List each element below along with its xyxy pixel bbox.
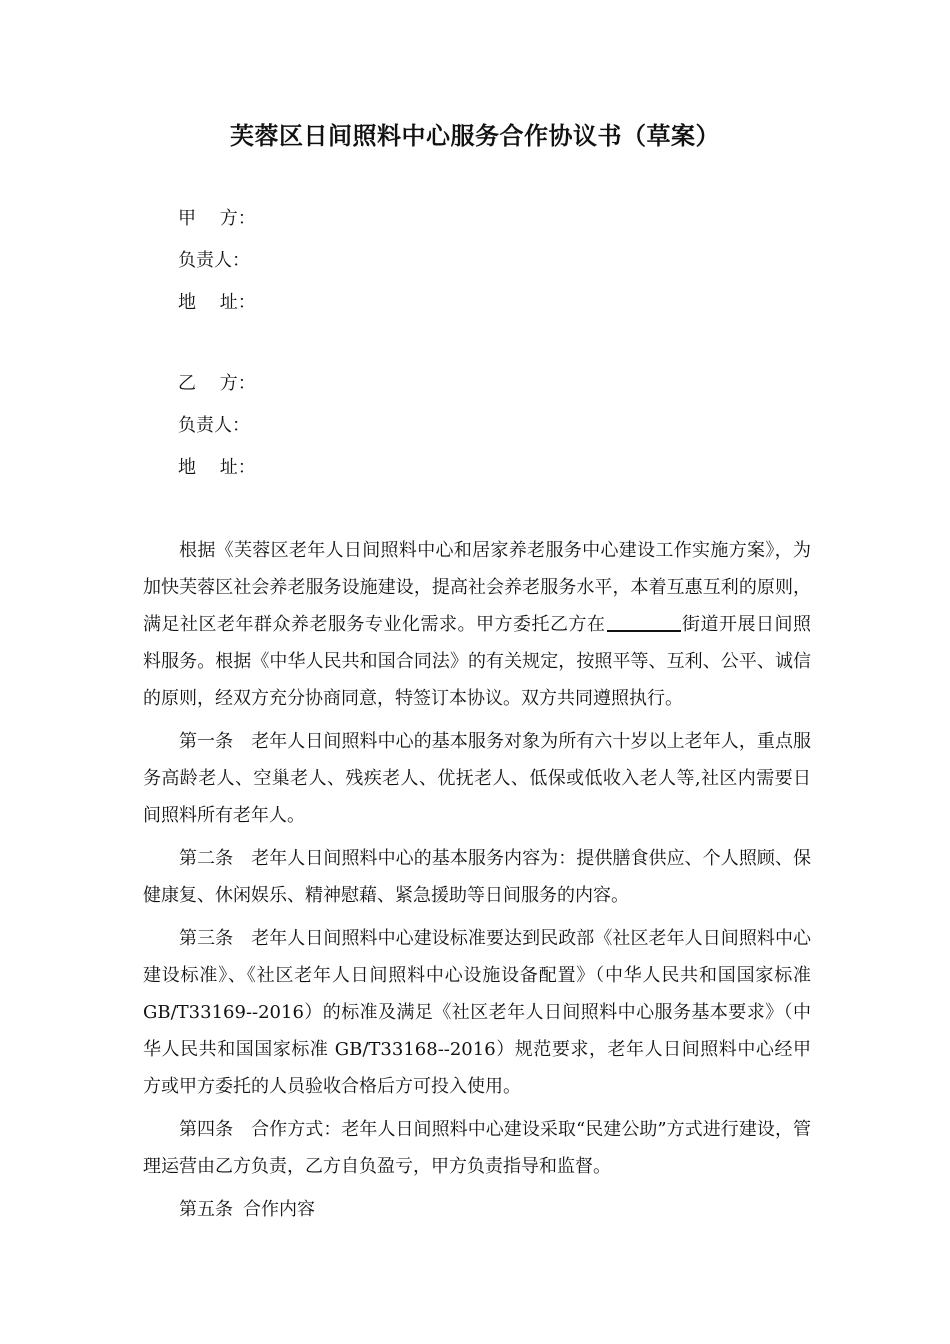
party-b-block	[178, 363, 256, 489]
article-1-text: 老年人日间照料中心的基本服务对象为所有六十岁以上老年人，重点服务高龄老人、空巢老人、残疾老人、优抚老人、低保或低收入老人等,社区内需要日间照料所有老年人。	[143, 731, 812, 826]
article-4	[143, 1111, 811, 1185]
document-title: 芙蓉区日间照料中心服务合作协议书（草案）	[230, 122, 720, 150]
party-b-label: 乙 方：	[178, 373, 256, 394]
article-5	[143, 1191, 811, 1228]
article-4-text: 合作方式：老年人日间照料中心建设采取“民建公助”方式进行建设，管理运营由乙方负责，乙方自负盈亏，甲方负责指导和监督。	[143, 1119, 811, 1177]
article-3-heading: 第三条	[179, 928, 234, 949]
street-blank-line	[607, 612, 681, 632]
party-a-label: 甲 方：	[178, 208, 256, 229]
article-5-heading: 第五条	[179, 1199, 233, 1220]
article-3	[143, 920, 811, 1105]
article-1-heading: 第一条	[179, 731, 234, 752]
intro-paragraph	[143, 532, 811, 717]
article-2-heading: 第二条	[179, 848, 234, 869]
article-1	[143, 723, 811, 834]
intro-text-part1: 根据《芙蓉区老年人日间照料中心和居家养老服务中心建设工作实施方案》，为加快芙蓉区社会养老服务设施建设，提高社会养老服务水平，本着互惠互利的原则，满足社区老年群众养老服务专业化需求。甲方委托乙方在	[143, 540, 811, 635]
party-b-leader-label: 负责人：	[178, 415, 250, 436]
party-b-address-label: 地 址：	[178, 457, 256, 478]
party-a-leader-label: 负责人：	[178, 250, 250, 271]
article-5-text: 合作内容	[243, 1199, 315, 1220]
article-4-heading: 第四条	[179, 1119, 234, 1140]
party-a-address-label: 地 址：	[178, 292, 256, 313]
article-2-text: 老年人日间照料中心的基本服务内容为：提供膳食供应、个人照顾、保健康复、休闲娱乐、精神慰藉、紧急援助等日间服务的内容。	[143, 848, 812, 906]
article-2	[143, 840, 811, 914]
article-3-text: 老年人日间照料中心建设标准要达到民政部《社区老年人日间照料中心建设标准》、《社区老年人日间照料中心设施设备配置》（中华人民共和国国家标准 GB/T33169--2016）的标准及满足《社区老年人日间照料中心服务基本要求》（中华人民共和国国家标准 GB/T33168--2016）规范要求，老年人日间照料中心经甲方或甲方委托的人员验收合格后方可投入使用。	[143, 928, 812, 1097]
intro-text-part2: 街道开展日间照料服务。根据《中华人民共和国合同法》的有关规定，按照平等、互利、公平、诚信的原则，经双方充分协商同意，特签订本协议。双方共同遵照执行。	[143, 614, 811, 709]
agreement-body	[143, 532, 811, 1234]
party-a-block	[178, 198, 256, 324]
